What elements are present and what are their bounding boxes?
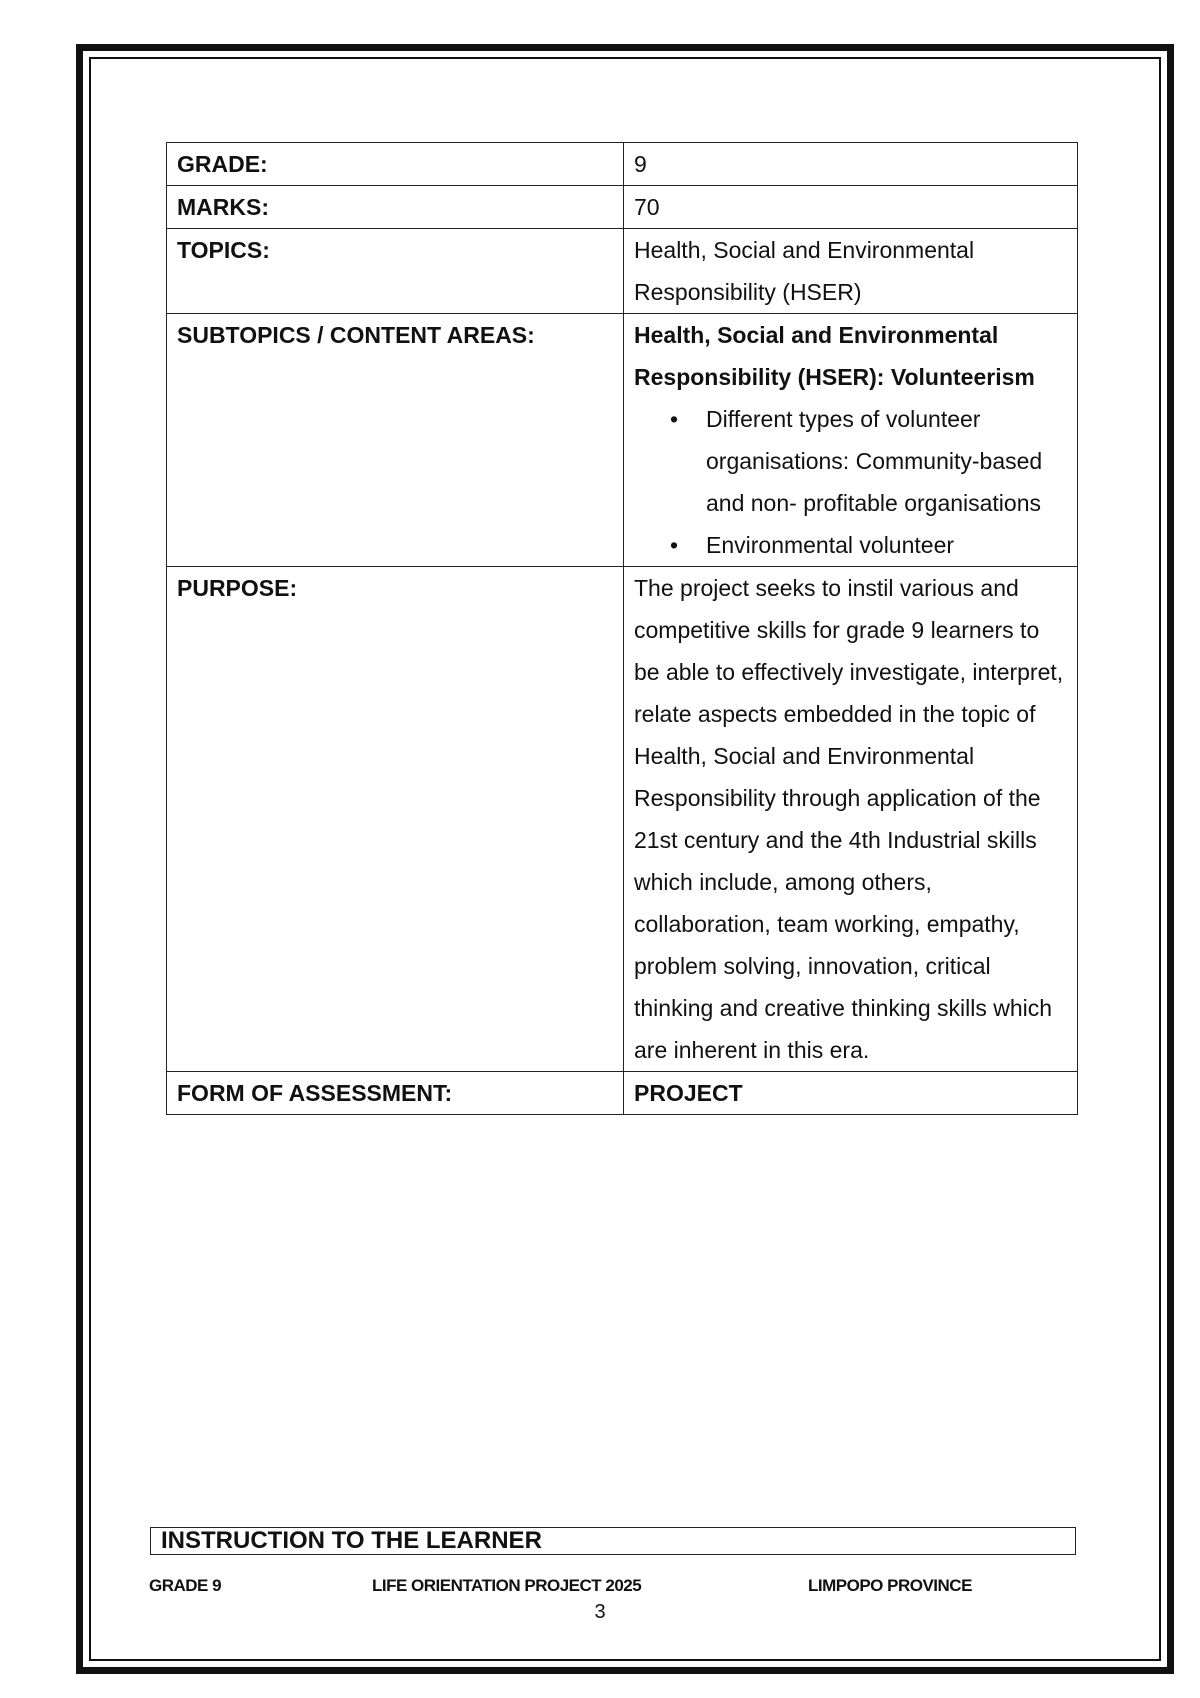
table-row-subtopics [167,314,1078,567]
marks-label: MARKS: [167,186,624,229]
subtopics-label: SUBTOPICS / CONTENT AREAS: [167,314,624,567]
project-info-table [166,142,1078,1115]
instruction-heading: INSTRUCTION TO THE LEARNER [150,1527,1076,1555]
table-row-purpose [167,567,1078,1072]
list-item: • Different types of volunteer organisations: Community-based and non- profitable organisations [634,398,1067,524]
topics-label: TOPICS: [167,229,624,314]
assessment-value: PROJECT [624,1072,1078,1115]
page-number: 3 [594,1601,606,1623]
subtopics-value [624,314,1078,567]
list-item: • Environmental volunteer [634,524,1067,566]
table-row-grade [167,143,1078,186]
purpose-label: PURPOSE: [167,567,624,1072]
grade-label: GRADE: [167,143,624,186]
table-row-topics [167,229,1078,314]
subtopics-bullet-list [634,398,1067,566]
grade-value: 9 [624,143,1078,186]
footer-grade: GRADE 9 [149,1576,222,1595]
subtopics-heading: Health, Social and Environmental Responsibility (HSER): Volunteerism [634,322,1035,390]
marks-value: 70 [624,186,1078,229]
assessment-label: FORM OF ASSESSMENT: [167,1072,624,1115]
table-row-assessment [167,1072,1078,1115]
footer-province: LIMPOPO PROVINCE [808,1576,972,1595]
purpose-value: The project seeks to instil various and competitive skills for grade 9 learners to be able to effectively investigate, interpret, relate aspects embedded in the topic of Health, Social and Environmental Responsibility through application of the 21st century and the 4th Industrial skills which include, among others, collaboration, team working, empathy, problem solving, innovation, critical thinking and creative thinking skills which are inherent in this era. [624,567,1078,1072]
footer-project-title: LIFE ORIENTATION PROJECT 2025 [372,1576,642,1595]
topics-value: Health, Social and Environmental Responsibility (HSER) [624,229,1078,314]
table-row-marks [167,186,1078,229]
